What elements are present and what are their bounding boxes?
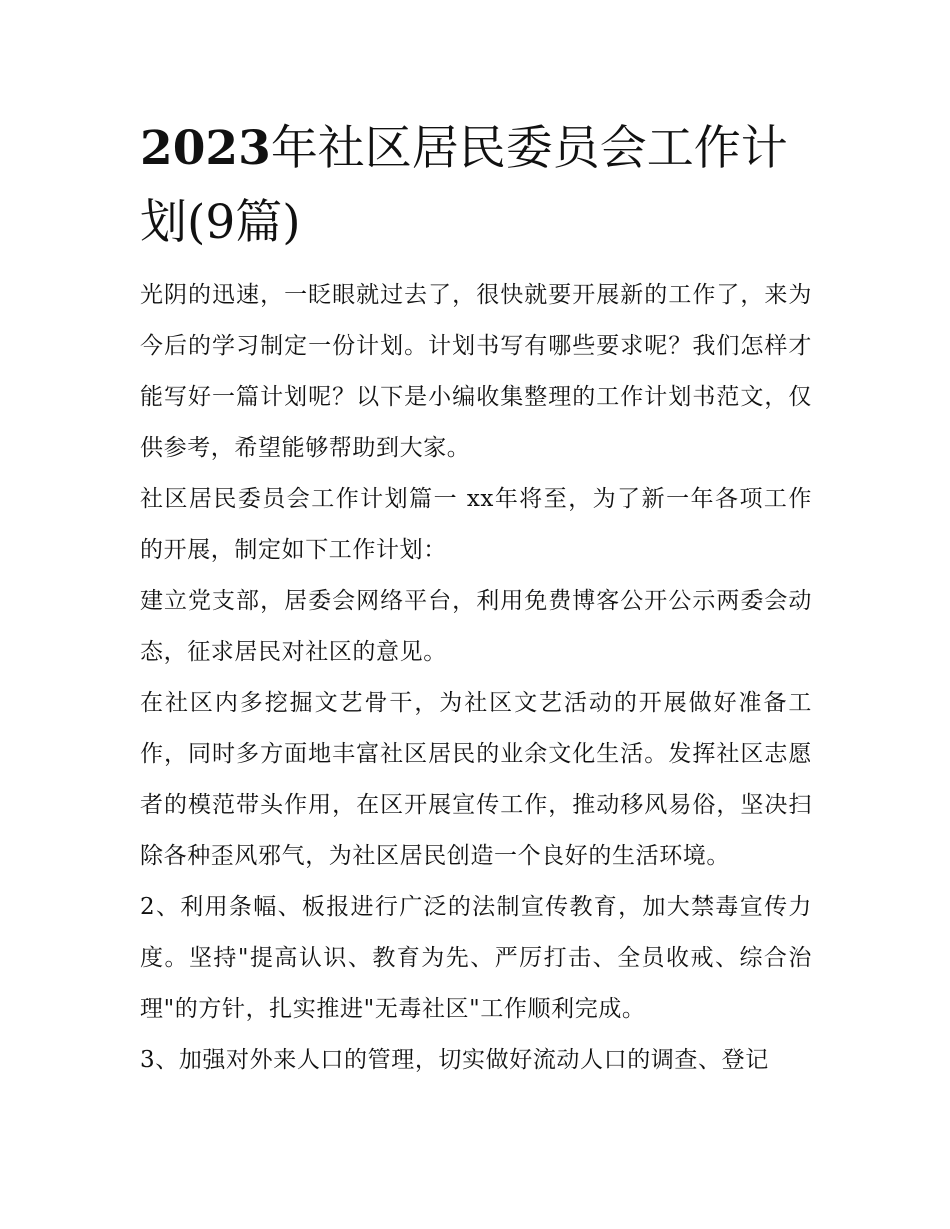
document-title bbox=[140, 112, 812, 260]
paragraph-item-2: 2、利用条幅、板报进行广泛的法制宣传教育，加大禁毒宣传力度。坚持"提高认识、教育为先、严厉打击、全员收戒、综合治理"的方针，扎实推进"无毒社区"工作顺利完成。 bbox=[140, 894, 812, 1022]
title-year: 2023 bbox=[140, 121, 271, 176]
paragraph-culture: 在社区内多挖掘文艺骨干，为社区文艺活动的开展做好准备工作，同时多方面地丰富社区居民的业余文化生活。发挥社区志愿者的模范带头作用，在区开展宣传工作，推动移风易俗，坚决扫除各种歪风邪气，为社区居民创造一个良好的生活环境。 bbox=[140, 690, 812, 869]
document-content bbox=[140, 112, 812, 1086]
title-text: 年社区居民委员会工作计划(9篇) bbox=[140, 121, 788, 250]
paragraph-item-3: 3、加强对外来人口的管理，切实做好流动人口的调查、登记 bbox=[140, 1047, 769, 1073]
paragraph-party-branch: 建立党支部，居委会网络平台，利用免费博客公开公示两委会动态，征求居民对社区的意见。 bbox=[140, 588, 812, 665]
paragraph-plan-one: 社区居民委员会工作计划篇一 xx年将至，为了新一年各项工作的开展，制定如下工作计划： bbox=[140, 486, 812, 563]
paragraph-intro: 光阴的迅速，一眨眼就过去了，很快就要开展新的工作了，来为今后的学习制定一份计划。计划书写有哪些要求呢？我们怎样才能写好一篇计划呢？以下是小编收集整理的工作计划书范文，仅供参考，希望能够帮助到大家。 bbox=[140, 282, 812, 461]
